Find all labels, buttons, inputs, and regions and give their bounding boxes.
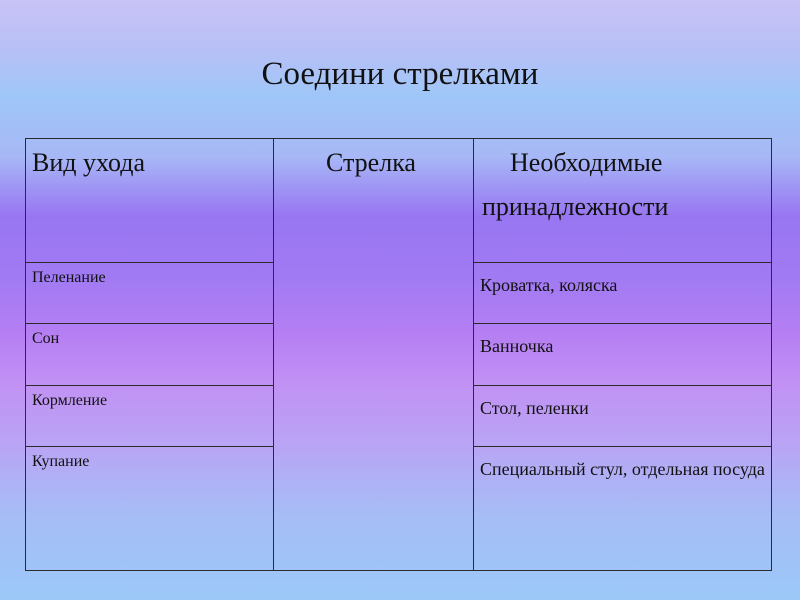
matching-table (25, 138, 772, 571)
header-arrow: Стрелка (274, 139, 474, 571)
care-type-cell: Кормление (26, 386, 274, 447)
supplies-cell: Специальный стул, отдельная посуда (474, 447, 772, 571)
header-supplies-line1: Необходимые (510, 148, 663, 177)
header-care-type: Вид ухода (26, 139, 274, 263)
care-type-cell: Купание (26, 447, 274, 571)
supplies-cell: Кроватка, коляска (474, 263, 772, 324)
header-row (26, 139, 772, 263)
header-supplies-line2: принадлежности (482, 192, 669, 221)
care-type-cell: Пеленание (26, 263, 274, 324)
supplies-cell: Стол, пеленки (474, 386, 772, 447)
slide-title: Соедини стрелками (261, 56, 539, 92)
care-type-cell: Сон (26, 324, 274, 386)
header-supplies (474, 139, 772, 263)
supplies-cell: Ванночка (474, 324, 772, 386)
